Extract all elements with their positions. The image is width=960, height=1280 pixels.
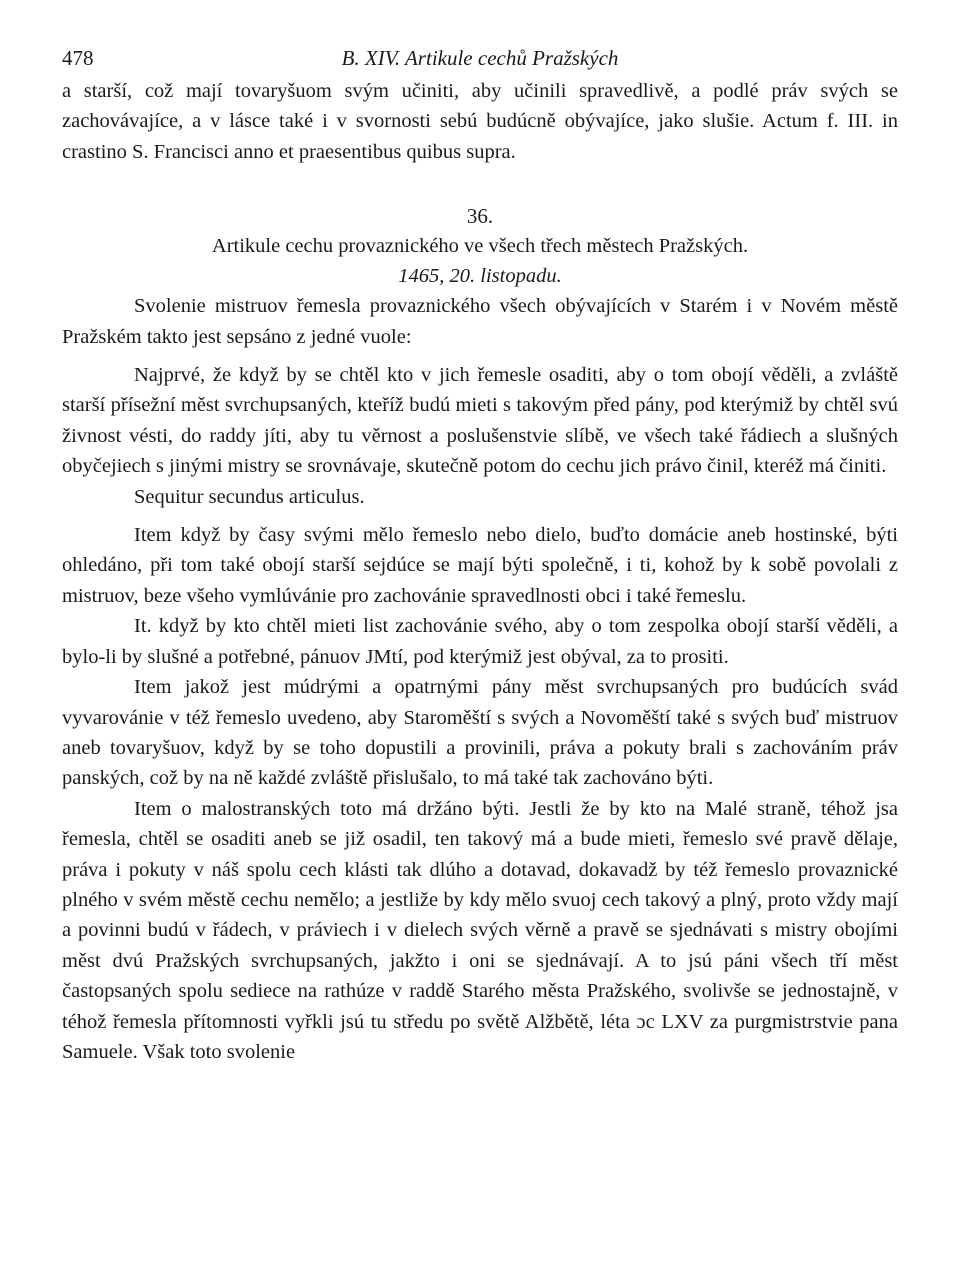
book-page <box>62 40 898 1067</box>
paragraph-list-zachovani: It. když by kto chtěl mieti list zachovánie svého, aby o tom zespolka obojí starší věděli, a bylo-li by slušné a potřebné, pánuov JMtí, pod kterýmiž jest obýval, za to prositi. <box>62 615 898 668</box>
document-title: Artikule cechu provaznického ve všech třech městech Pražských. <box>211 235 749 258</box>
paragraph-malostranskych: Item o malostranských toto má držáno býti. Jestli že by kto na Malé straně, téhož jsa řemesla, chtěl se osaditi aneb se již osadil, ten takový má a bude mieti, řemeslo své pravě dělaje, práva i pokuty v náš spolu cech klásti tak dlúho a dotavad, dokavadž by též řemeslo provaznické plného v svém městě cechu nemělo; a jestliže by kdy mělo svuoj cech takový a plný, proto vždy mají a povinni budú v řádech, v práviech i v dielech svých věrně a pravě se sjednávati s mistry obojími měst dvú Pražských svrchupsaných, jakžto i oni se sjednávají. A to jsú páni všech tří měst častopsaných spolu sediece na rathúze v raddě Starého města Pražského, svolivše se jednostajně, v téhož řemesla přítomnosti vyřkli jsú tu středu po světě Alžbětě, léta ɔc LXV za purgmistrstvie pana Samuele. Však toto svolenie <box>62 797 898 1063</box>
paragraph-sequitur: Sequitur secundus articulus. <box>134 485 365 508</box>
document-date: 1465, 20. listopadu. <box>398 265 562 288</box>
paragraph-item-ohledano: Item když by časy svými mělo řemeslo nebo dielo, buďto domácie aneb hostinské, býti ohledáno, při tom také obojí starší sejdúce se mají býti společně, i ti, kohož by k sobě povolali z mistruov, beze všeho vymlúvánie pro zachovánie spravedlnosti obci i také řemeslu. <box>62 524 898 607</box>
running-title: B. XIV. Artikule cechů Pražských <box>341 46 619 70</box>
running-head <box>62 40 898 74</box>
opening-paragraph: a starší, což mají tovaryšuom svým učiniti, aby učinili spravedlivě, a podlé práv svých se zachovávajíce, a v lásce také i v svornosti sebú budúcně obývajíce, jako slušie. Actum f. III. in crastino S. Francisci anno et praesentibus quibus supra. <box>62 80 898 163</box>
paragraph-najprve: Najprvé, že když by se chtěl kto v jich řemesle osaditi, aby o tom obojí věděli, a zvláště starší přísežní měst svrchupsaných, kteříž budú mieti s takovým před pány, pod kterýmiž by chtěl svú živnost vésti, do raddy jíti, aby tu věrnost a poslušenstvie slíbě, ve všech také řádiech a slušných obyčejiech s jinými mistry se srovnávaje, skutečně potom do cechu jich právo činil, kteréž má činiti. <box>62 364 898 478</box>
document-number: 36. <box>466 204 494 229</box>
paragraph-svad-vyvarovani: Item jakož jest múdrými a opatrnými pány měst svrchupsaných pro budúcích svád vyvarovánie v též řemeslo uvedeno, aby Staroměští s svých a Novoměští také s svých buď mistruov aneb tovaryšuov, když by se toho dopustili a provinili, práva a pokuty brali s zachováním práv panských, což by na ně každé zvláště přislušalo, to má také tak zachováno býti. <box>62 676 898 790</box>
paragraph-svoleni: Svolenie mistruov řemesla provaznického všech obývajících v Starém i v Novém městě Pražském takto jest sepsáno z jedné vuole: <box>62 295 898 348</box>
page-number: 478 <box>62 46 94 70</box>
